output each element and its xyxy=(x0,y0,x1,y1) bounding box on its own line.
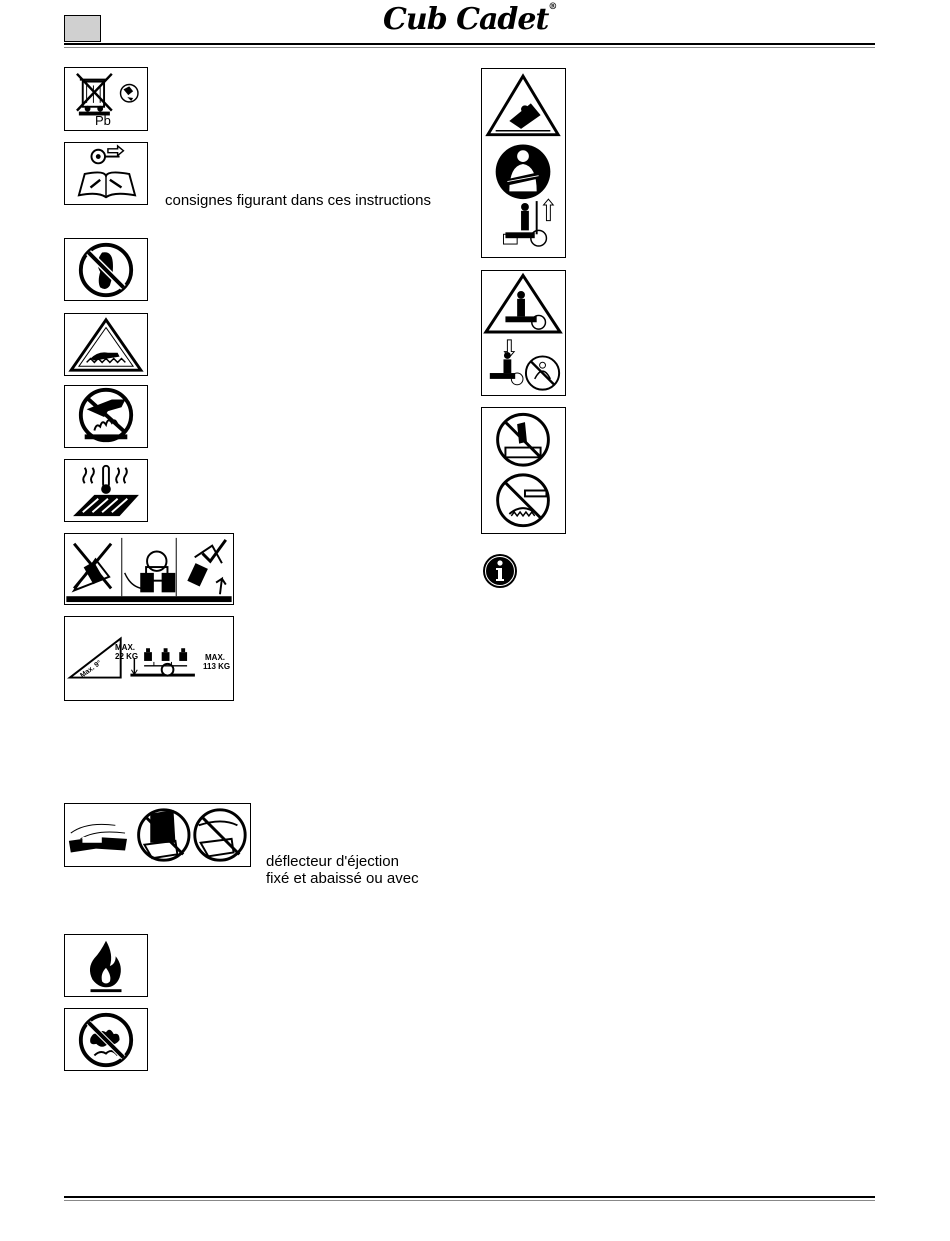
deflector-text-line-1: déflecteur d'éjection xyxy=(266,853,399,870)
rollover-warning-icon xyxy=(488,76,558,135)
brand-registered-mark: ® xyxy=(548,2,557,12)
blade-no-hands-feet-panel xyxy=(481,407,566,534)
max-left-value: 22 KG xyxy=(115,652,139,661)
no-foot-blade-icon xyxy=(498,475,549,526)
hazard-sharp-blades-icon xyxy=(64,313,148,376)
slope-max-label: Max. 9° xyxy=(79,659,103,680)
header-rule xyxy=(64,43,875,45)
max-right-value: 113 KG xyxy=(203,662,231,671)
max-right-label: MAX. xyxy=(205,653,225,662)
rollover-seatbelt-panel xyxy=(481,68,566,258)
rops-raised-icon xyxy=(503,199,553,246)
flammable-icon xyxy=(64,934,148,997)
header-rule-thin xyxy=(64,47,875,48)
info-icon xyxy=(482,553,518,589)
manual-instructions-text: consignes figurant dans ces instructions xyxy=(165,192,431,209)
slope-tipping-icon xyxy=(64,533,234,605)
hot-surface-icon xyxy=(64,459,148,522)
page-number-box xyxy=(64,15,101,42)
weee-pb-label: Pb xyxy=(95,113,111,128)
read-manual-icon xyxy=(64,142,148,205)
brand-text: Cub Cadet xyxy=(383,2,549,37)
max-left-label: MAX. xyxy=(115,643,135,652)
brand-logo xyxy=(383,2,556,36)
rops-lowered-no-seat-icon xyxy=(490,340,559,390)
no-hands-blade-icon xyxy=(498,414,549,465)
rops-lowered-warning-icon xyxy=(486,275,560,332)
footer-rule-thin xyxy=(64,1200,875,1201)
rops-lowered-warning-panel xyxy=(481,270,566,396)
deflector-text-line-2: fixé et abaissé ou avec xyxy=(266,870,419,887)
no-debris-icon xyxy=(64,1008,148,1071)
weee-recycling-icon xyxy=(64,67,148,131)
no-hands-hot-surface-icon xyxy=(64,385,148,448)
max-load-icon xyxy=(64,616,234,701)
seatbelt-icon xyxy=(496,144,551,199)
discharge-deflector-icon xyxy=(64,803,251,867)
footer-rule xyxy=(64,1196,875,1198)
no-feet-icon xyxy=(64,238,148,301)
